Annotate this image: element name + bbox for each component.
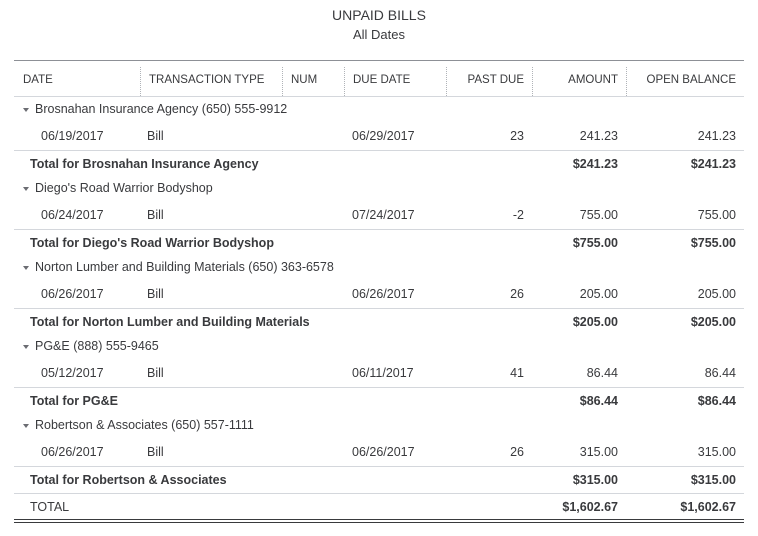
row-date: 06/26/2017 [41, 445, 104, 459]
vendor-name: Norton Lumber and Building Materials (650) 363-6578 [35, 260, 334, 274]
row-open-balance: 315.00 [697, 445, 736, 459]
row-open-balance: 241.23 [697, 129, 736, 143]
row-transaction-type[interactable]: Bill [147, 445, 164, 459]
row-open-balance: 755.00 [697, 208, 736, 222]
total-open-balance: $205.00 [690, 315, 736, 329]
row-amount: 315.00 [579, 445, 618, 459]
column-header-amount[interactable]: AMOUNT [568, 74, 618, 86]
row-date: 05/12/2017 [41, 366, 104, 380]
row-past-due: 23 [510, 129, 524, 143]
row-due-date: 06/11/2017 [352, 366, 414, 380]
row-amount: 86.44 [586, 366, 618, 380]
total-amount: $241.23 [572, 157, 618, 171]
row-past-due: 26 [510, 287, 524, 301]
total-label: Total for PG&E [30, 394, 118, 408]
collapse-caret-icon[interactable] [23, 345, 29, 349]
row-due-date: 06/26/2017 [352, 287, 415, 301]
report-subtitle: All Dates [352, 27, 406, 42]
table-row[interactable] [14, 123, 744, 149]
row-amount: 205.00 [579, 287, 618, 301]
grand-total-double-rule [14, 519, 744, 523]
row-amount: 241.23 [579, 129, 618, 143]
column-header-num[interactable]: NUM [291, 74, 318, 86]
row-transaction-type[interactable]: Bill [147, 366, 164, 380]
vendor-name: Diego's Road Warrior Bodyshop [35, 181, 213, 195]
vendor-name: Robertson & Associates (650) 557-1111 [35, 418, 254, 432]
vendor-group-header[interactable] [14, 255, 744, 281]
column-resize-handle[interactable] [344, 67, 345, 96]
vendor-total-row [14, 150, 744, 177]
row-past-due: 41 [510, 366, 524, 380]
grand-total-amount: $1,602.67 [562, 500, 618, 514]
column-header-due-date[interactable]: DUE DATE [353, 74, 411, 86]
column-header-date[interactable]: DATE [23, 74, 53, 86]
table-row[interactable] [14, 202, 744, 228]
vendor-total-row [14, 466, 744, 493]
total-amount: $205.00 [572, 315, 618, 329]
vendor-total-row [14, 387, 744, 414]
grand-total-label: TOTAL [30, 500, 70, 514]
column-resize-handle[interactable] [282, 67, 283, 96]
total-label: Total for Diego's Road Warrior Bodyshop [30, 236, 274, 250]
row-date: 06/19/2017 [41, 129, 104, 143]
column-header-past-due[interactable]: PAST DUE [467, 74, 524, 86]
table-row[interactable] [14, 281, 744, 307]
vendor-name: PG&E (888) 555-9465 [35, 339, 159, 353]
report-title: UNPAID BILLS [332, 7, 426, 23]
total-label: Total for Norton Lumber and Building Materials [30, 315, 310, 329]
table-row[interactable] [14, 439, 744, 465]
vendor-group-header[interactable] [14, 413, 744, 439]
column-resize-handle[interactable] [140, 67, 141, 96]
collapse-caret-icon[interactable] [23, 266, 29, 270]
row-transaction-type[interactable]: Bill [147, 208, 164, 222]
vendor-total-row [14, 308, 744, 335]
row-open-balance: 205.00 [697, 287, 736, 301]
row-due-date: 06/26/2017 [352, 445, 415, 459]
grand-total-open-balance: $1,602.67 [680, 500, 736, 514]
vendor-group-header[interactable] [14, 176, 744, 202]
vendor-name: Brosnahan Insurance Agency (650) 555-9912 [35, 102, 288, 116]
collapse-caret-icon[interactable] [23, 187, 29, 191]
header-top-rule [14, 60, 744, 61]
total-amount: $86.44 [579, 394, 618, 408]
row-open-balance: 86.44 [704, 366, 736, 380]
row-due-date: 06/29/2017 [352, 129, 415, 143]
vendor-group-header[interactable] [14, 97, 744, 123]
total-label: Total for Robertson & Associates [30, 473, 227, 487]
collapse-caret-icon[interactable] [23, 108, 29, 112]
total-label: Total for Brosnahan Insurance Agency [30, 157, 259, 171]
row-transaction-type[interactable]: Bill [147, 129, 164, 143]
total-amount: $315.00 [572, 473, 618, 487]
grand-total-row [14, 493, 744, 520]
row-due-date: 07/24/2017 [352, 208, 415, 222]
total-amount: $755.00 [572, 236, 618, 250]
row-past-due: -2 [512, 208, 524, 222]
collapse-caret-icon[interactable] [23, 424, 29, 428]
row-amount: 755.00 [579, 208, 618, 222]
total-open-balance: $86.44 [697, 394, 736, 408]
row-transaction-type[interactable]: Bill [147, 287, 164, 301]
row-date: 06/26/2017 [41, 287, 104, 301]
column-header-transaction-type[interactable]: TRANSACTION TYPE [149, 74, 265, 86]
row-date: 06/24/2017 [41, 208, 104, 222]
total-open-balance: $241.23 [690, 157, 736, 171]
table-row[interactable] [14, 360, 744, 386]
total-open-balance: $755.00 [690, 236, 736, 250]
vendor-group-header[interactable] [14, 334, 744, 360]
column-header-open-balance[interactable]: OPEN BALANCE [646, 74, 736, 86]
row-past-due: 26 [510, 445, 524, 459]
total-open-balance: $315.00 [690, 473, 736, 487]
vendor-total-row [14, 229, 744, 256]
